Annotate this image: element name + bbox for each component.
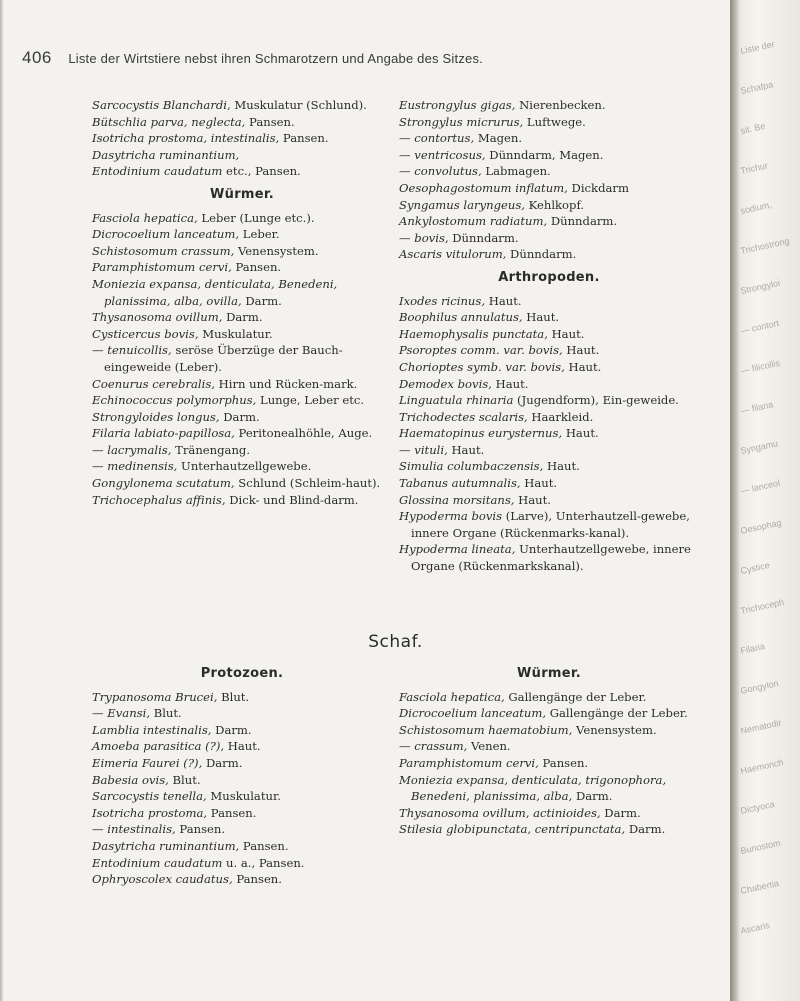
bleed-through-line: Liste der [739,38,776,56]
parasite-entry [92,442,392,459]
parasite-species-name: Trichodectes scalaris, [399,409,528,424]
parasite-entry [92,376,392,393]
parasite-species-name: — tenuicollis, [92,343,172,358]
parasite-location: Dünndarm. [547,214,618,229]
parasite-species-name: Paramphistomum cervi, [92,260,232,275]
parasite-location: Haut. [491,376,529,391]
running-title: Liste der Wirtstiere nebst ihren Schmarotzern und Angabe des Sitzes. [68,51,483,66]
lower-left-protozoa-entries [92,689,392,888]
parasite-location: Leber (Lunge etc.). [197,210,315,225]
parasite-entry [399,458,699,475]
parasite-entry [399,246,699,263]
parasite-location: Leber. [239,227,280,242]
parasite-entry [92,276,392,309]
bleed-through-line: sodium, [739,199,773,216]
parasite-location: Darm. [572,789,613,804]
parasite-species-name: Fasciola hepatica, [92,210,198,225]
lower-right-column [399,666,699,838]
section-title-wuermer-upper: Würmer. [210,186,274,202]
parasite-location: Pansen. [538,755,589,770]
parasite-location: Haut. [562,426,599,441]
parasite-species-name: Simulia columbaczensis, [399,459,544,474]
parasite-species-name: Entodinium caudatum [92,855,223,870]
parasite-location: Blut. [168,772,201,787]
bleed-through-line: — filicollis [739,357,781,376]
parasite-entry [92,788,392,805]
parasite-location: Nierenbecken. [515,98,606,112]
parasite-entry [92,871,392,888]
parasite-location: Pansen. [232,872,282,887]
parasite-entry [399,114,699,131]
parasite-entry [92,689,392,706]
bleed-through-line: Bunostom [739,837,782,856]
parasite-location: Dünndarm. [448,230,519,245]
parasite-species-name: Syngamus laryngeus, [399,197,525,212]
parasite-species-name: — intestinalis, [92,822,176,837]
parasite-entry [92,838,392,855]
parasite-entry [92,309,392,326]
parasite-entry [92,342,392,375]
parasite-species-name: Chorioptes symb. var. bovis, [399,359,565,374]
parasite-species-name: — bovis, [399,230,449,245]
parasite-entry [399,705,699,722]
parasite-entry [92,738,392,755]
parasite-entry [399,147,699,164]
parasite-species-name: Lamblia intestinalis, [92,722,212,737]
parasite-entry [399,805,699,822]
parasite-location: Darm. [625,822,666,837]
bleed-through-line: Cystice [739,560,771,576]
upper-left-worm-entries [92,210,392,509]
parasite-location: Gallengänge der Leber. [546,706,688,721]
parasite-species-name: — ventricosus, [399,147,486,162]
parasite-entry [399,755,699,772]
parasite-entry [399,475,699,492]
parasite-species-name: Psoroptes comm. var. bovis, [399,343,563,358]
parasite-location: Venensystem. [572,722,657,737]
parasite-entry [92,755,392,772]
parasite-species-name: Ascaris vitulorum, [399,247,507,262]
parasite-entry [92,409,392,426]
parasite-location: Dünndarm. [506,247,577,262]
parasite-species-name: Moniezia expansa, denticulata, Benedeni, planissima, alba, ovilla, [92,276,338,308]
parasite-species-name: Isotricha prostoma, intestinalis, [92,131,280,146]
bleed-through-line: Trichostrong [739,235,791,256]
parasite-location: Muskulatur. [198,326,273,341]
parasite-location: Unterhautzellgewebe. [177,459,312,474]
parasite-species-name: Dicrocoelium lanceatum, [92,227,240,242]
parasite-species-name: Bütschlia parva, neglecta, [92,114,246,129]
bleed-through-line: Chabertia [739,878,780,896]
parasite-location: Haut. [447,442,485,457]
parasite-location: Unterhautzellgewebe, innere Organe (Rückenmarkskanal). [411,542,691,574]
parasite-location: Dick- und Blind-darm. [225,492,359,507]
parasite-species-name: Dasytricha ruminantium, [92,838,240,853]
parasite-species-name: Strongylus micrurus, [399,114,524,129]
parasite-species-name: Haematopinus eurysternus, [399,426,563,441]
section-title-wuermer-lower: Würmer. [517,666,581,681]
parasite-species-name: Thysanosoma ovillum, [92,310,223,325]
parasite-location: Darm. [211,722,252,737]
parasite-entry [399,163,699,180]
parasite-location: Haut. [224,739,261,754]
parasite-species-name: Trichocephalus affinis, [92,492,226,507]
bleed-through-line: Haemonch [739,757,785,776]
parasite-species-name: — medinensis, [92,459,178,474]
parasite-location: Muskulatur (Schlund). [230,98,367,112]
bleed-through-line: Filaria [739,641,766,656]
parasite-species-name: Stilesia globipunctata, centripunctata, [399,822,626,837]
parasite-location: Blut. [150,706,182,721]
parasite-species-name: — crassum, [399,739,468,754]
parasite-location: Haut. [562,343,600,358]
parasite-entry [92,163,392,180]
parasite-location: Venen. [467,739,511,754]
parasite-location: Gallengänge der Leber. [504,689,647,704]
parasite-species-name: Dasytricha ruminantium, [92,147,240,162]
parasite-species-name: Eustrongylus gigas, [399,98,516,112]
parasite-location: Darm. [202,755,243,770]
parasite-entry [399,508,699,541]
parasite-entry [399,197,699,214]
parasite-species-name: Demodex bovis, [399,376,492,391]
bleed-through-line: Schafpa [739,79,774,96]
upper-right-column [399,97,699,575]
parasite-entry [92,805,392,822]
parasite-location: Venensystem. [234,243,319,258]
parasite-location: Haarkleid. [527,409,594,424]
parasite-entry [92,458,392,475]
parasite-species-name: Tabanus autumnalis, [399,476,521,491]
parasite-location: Darm. [600,805,641,820]
parasite-species-name: Ankylostomum radiatum, [399,214,548,229]
parasite-entry [92,492,392,509]
parasite-location: Magen. [474,131,523,146]
parasite-location: Luftwege. [523,114,586,129]
parasite-species-name: Schistosomum crassum, [92,243,235,258]
parasite-location: Dickdarm [567,180,629,195]
parasite-entry [92,114,392,131]
page-header [22,48,722,68]
parasite-entry [399,342,699,359]
parasite-entry [399,376,699,393]
page-number: 406 [22,48,52,67]
parasite-species-name: Boophilus annulatus, [399,310,523,325]
parasite-species-name: — Evansi, [92,706,151,721]
parasite-entry [92,147,392,164]
parasite-entry [399,213,699,230]
page-left-edge-shadow [0,0,4,1001]
parasite-species-name: Moniezia expansa, denticulata, trigonophora, Benedeni, planissima, alba, [399,772,667,804]
parasite-species-name: Trypanosoma Brucei, [92,689,218,704]
parasite-species-name: Linguatula rhinaria [399,393,514,408]
parasite-species-name: — contortus, [399,131,475,146]
parasite-species-name: Entodinium caudatum [92,164,223,179]
upper-right-arthropod-entries [399,293,699,575]
parasite-location: Schlund (Schleim-haut). [234,476,381,491]
parasite-entry [399,392,699,409]
parasite-entry [92,772,392,789]
parasite-location: Hirn und Rücken-mark. [214,376,358,391]
section-title-arthropoden: Arthropoden. [498,269,600,285]
parasite-species-name: Paramphistomum cervi, [399,755,539,770]
parasite-location: Haut. [547,326,585,341]
bleed-through-line: Oesophag [739,517,783,536]
bleed-through-line: Dictyoca [739,798,776,816]
parasite-species-name: Hypoderma bovis [399,509,503,524]
parasite-location: Pansen. [207,805,257,820]
bleed-through-line: — lanceol [739,477,781,496]
parasite-entry [399,409,699,426]
parasite-location: Kehlkopf. [524,197,585,212]
parasite-entry [399,442,699,459]
parasite-entry [399,492,699,509]
parasite-entry [399,425,699,442]
parasite-entry [92,259,392,276]
parasite-entry [399,230,699,247]
parasite-species-name: Glossina morsitans, [399,492,515,507]
parasite-location: Pansen. [245,114,295,129]
parasite-location: (Larve), Unterhautzell-gewebe, innere Organe (Rückenmarks-kanal). [411,509,690,540]
parasite-entry [399,689,699,706]
parasite-species-name: Strongyloides longus, [92,409,220,424]
parasite-location: Lunge, Leber etc. [256,393,365,408]
parasite-entry [399,772,699,805]
parasite-entry [399,130,699,147]
parasite-location: Haut. [522,310,560,325]
parasite-location: Pansen. [175,822,226,837]
parasite-location: Haut. [514,492,551,507]
parasite-entry [92,326,392,343]
parasite-species-name: — vituli, [399,442,448,457]
parasite-entry [399,722,699,739]
parasite-species-name: Hypoderma lineata, [399,542,516,557]
parasite-entry [92,855,392,872]
parasite-location: Pansen. [239,838,289,853]
gutter-shadow [730,0,740,1001]
parasite-species-name: Sarcocystis tenella, [92,789,207,804]
parasite-location: Darm. [219,409,260,424]
parasite-entry [92,130,392,147]
bleed-through-line: Gongylon [739,678,780,696]
animal-heading-schaf: Schaf. [368,632,423,652]
parasite-location: Darm. [222,310,263,325]
parasite-species-name: Sarcocystis Blanchardi, [92,98,231,112]
bleed-through-line: Syngamu [739,438,779,456]
parasite-entry [92,243,392,260]
parasite-entry [92,97,392,114]
parasite-entry [399,97,699,114]
parasite-location: Muskulatur. [206,789,281,804]
section-title-protozoen: Protozoen. [200,666,284,681]
bleed-through-line: Trichoceph [739,596,785,616]
parasite-location: seröse Überzüge der Bauch-eingeweide (Leber). [104,343,343,374]
parasite-entry [92,425,392,442]
bleed-through-line: — contort [739,318,780,336]
parasite-entry [399,309,699,326]
parasite-species-name: Fasciola hepatica, [399,689,505,704]
parasite-entry [399,738,699,755]
bleed-through-line: — filaria [739,399,774,416]
lower-right-worm-entries [399,689,699,838]
upper-left-column [92,97,392,508]
parasite-species-name: — lacrymalis, [92,442,172,457]
parasite-location: Pansen. [231,260,282,275]
parasite-entry [399,821,699,838]
parasite-location: Labmagen. [481,164,551,179]
parasite-species-name: Ixodes ricinus, [399,293,486,308]
parasite-species-name: Thysanosoma ovillum, actinioides, [399,805,601,820]
parasite-location: etc., Pansen. [222,164,301,179]
parasite-entry [92,226,392,243]
parasite-location: Pansen. [279,131,329,146]
bleed-through-line: Nematodir [739,717,783,736]
parasite-entry [399,326,699,343]
parasite-species-name: Eimeria Faurei (?), [92,755,203,770]
parasite-location: Haut. [485,293,522,308]
bleed-through-line: Ascaris [739,920,771,936]
parasite-species-name: Isotricha prostoma, [92,805,208,820]
parasite-species-name: Filaria labiato-papillosa, [92,426,235,441]
parasite-species-name: Oesophagostomum inflatum, [399,180,568,195]
parasite-location: Blut. [217,689,250,704]
parasite-species-name: Coenurus cerebralis, [92,376,215,391]
parasite-species-name: Schistosomum haematobium, [399,722,573,737]
parasite-entry [92,210,392,227]
lower-left-column [92,666,392,888]
parasite-entry [92,821,392,838]
parasite-location: u. a., Pansen. [222,855,305,870]
parasite-location: Tränengang. [171,442,251,457]
parasite-location: Haut. [520,476,558,491]
parasite-species-name: Amoeba parasitica (?), [92,739,225,754]
bleed-through-line: Strongyloi [739,277,781,296]
bleed-through-line: Trichur [739,160,769,176]
parasite-species-name: Dicrocoelium lanceatum, [399,706,547,721]
parasite-entry [92,475,392,492]
parasite-location: Dünndarm, Magen. [485,147,604,162]
parasite-species-name: Cysticercus bovis, [92,326,199,341]
parasite-entry [399,541,699,574]
parasite-species-name: — convolutus, [399,164,482,179]
parasite-entry [92,392,392,409]
upper-left-top-entries [92,97,392,180]
bleed-through-line: sit. Be [739,120,767,136]
parasite-entry [92,722,392,739]
parasite-species-name: Ophryoscolex caudatus, [92,872,233,887]
parasite-species-name: Babesia ovis, [92,772,169,787]
parasite-entry [399,359,699,376]
parasite-entry [399,293,699,310]
parasite-location: Darm. [241,293,282,308]
parasite-location: Haut. [543,459,580,474]
parasite-species-name: Gongylonema scutatum, [92,476,235,491]
parasite-entry [399,180,699,197]
parasite-species-name: Echinococcus polymorphus, [92,393,257,408]
parasite-location: Haut. [564,359,602,374]
parasite-location: Peritonealhöhle, Auge. [234,426,373,441]
parasite-entry [92,705,392,722]
book-gutter [730,0,800,1001]
parasite-species-name: Haemophysalis punctata, [399,326,548,341]
upper-right-top-entries [399,97,699,263]
parasite-location: (Jugendform), Ein-geweide. [513,393,679,408]
